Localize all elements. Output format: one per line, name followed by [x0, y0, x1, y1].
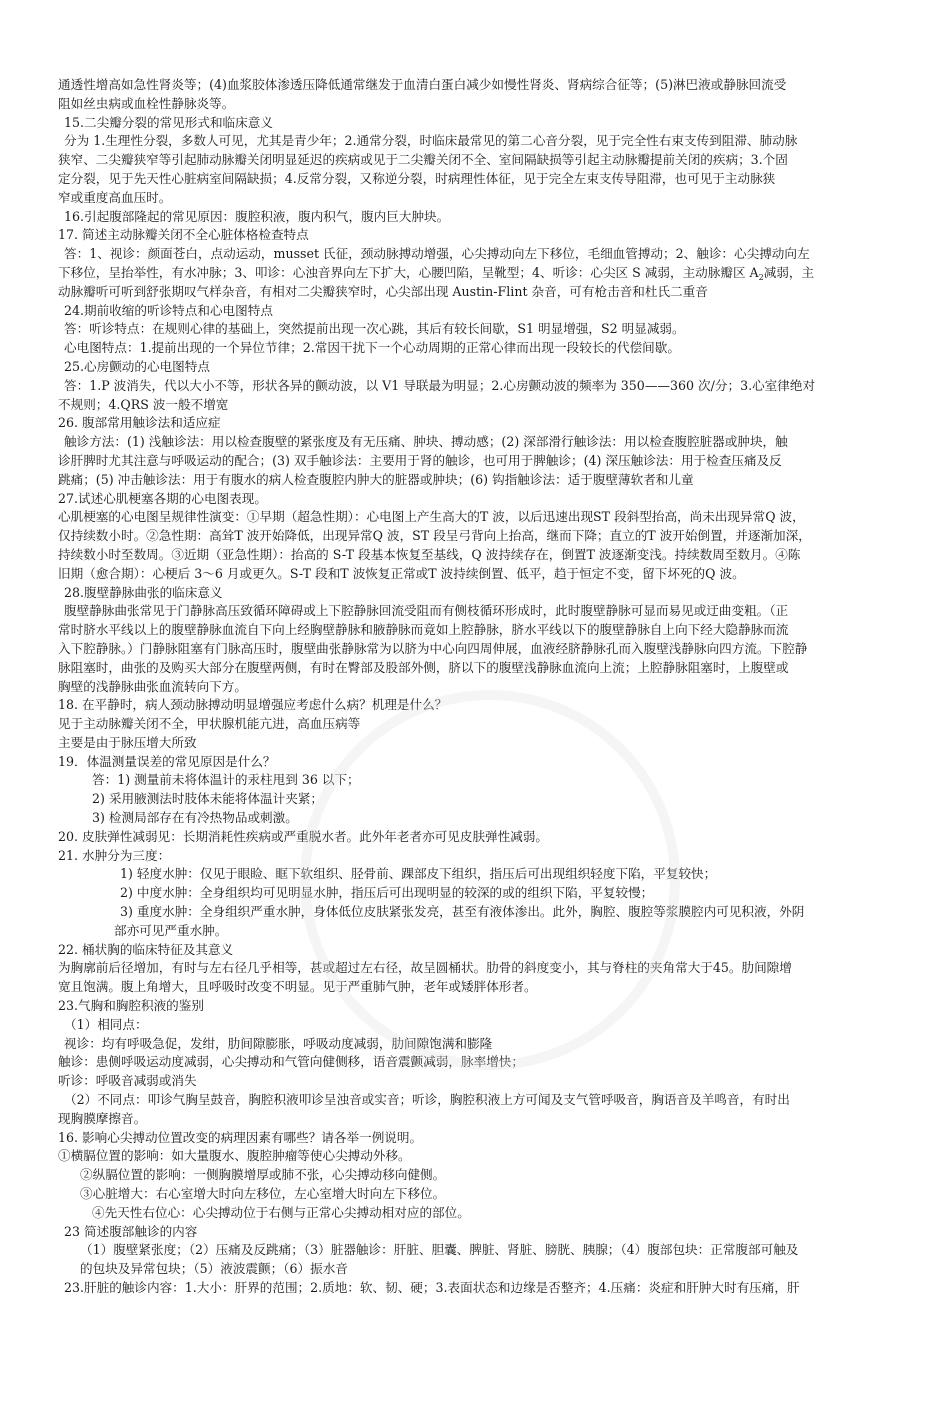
- subscript: 2: [758, 272, 764, 282]
- text-line: [58, 696, 898, 715]
- text-line: [58, 1072, 898, 1091]
- text-line-content: 心电图特点：1.提前出现的一个异位节律；2.常因干扰下一个心动周期的正常心律而出现一段较长的代偿间歇。: [64, 340, 680, 356]
- text-line: [58, 865, 898, 884]
- text-line: [58, 76, 898, 95]
- text-line-content: 听诊：呼吸音减弱或消失: [58, 1073, 197, 1089]
- text-line-content: 2) 采用腋测法时肢体未能将体温计夹紧；: [92, 791, 324, 807]
- text-line: [58, 339, 898, 358]
- text-line: [58, 734, 898, 753]
- text-line-content: （1）相同点：: [64, 1016, 148, 1032]
- text-line-content: 23.气胸和胸腔积液的鉴别: [58, 998, 204, 1014]
- text-line: [58, 847, 898, 866]
- text-line-content: 答：1、视诊：颜面苍白，点动运动，musset 氏征，颈动脉搏动增强，心尖搏动向左下移位，毛细血管搏动；2、触诊：心尖搏动向左: [64, 246, 810, 262]
- text-line: [58, 1035, 898, 1054]
- text-line: [58, 114, 898, 133]
- text-line-content: 3) 检测局部存在有冷热物品或刺激。: [92, 810, 298, 826]
- text-line: [58, 546, 898, 565]
- text-line-content: 常时脐水平线以上的腹壁静脉血流自下向上经胸壁静脉和腋静脉而竟如上腔静脉，脐水平线以下的腹壁静脉自上向下经大隐静脉而流: [58, 622, 789, 638]
- text-line-content: 3) 重度水肿：全身组织严重水肿，身体低位皮肤紧张发亮，甚至有液体渗出。此外，胸腔、腹腔等浆膜腔内可见积液，外阴: [120, 904, 805, 920]
- text-line-content: ④先天性右位心：心尖搏动位于右侧与正常心尖搏动相对应的部位。: [92, 1204, 470, 1220]
- text-line-content: 腹壁静脉曲张常见于门静脉高压致循环障碍或上下腔静脉回流受阻而有侧枝循环形成时，此时腹壁静脉可显而易见或迂曲变粗。（正: [64, 603, 789, 619]
- text-line: [58, 1110, 898, 1129]
- text-line: [58, 527, 898, 546]
- text-line-content: 胸壁的浅静脉曲张血流转向下方。: [58, 678, 247, 694]
- text-line-content: （1）腹壁紧张度；（2）压痛及反跳痛；（3）脏器触诊：肝脏、胆囊、脾脏、肾脏、膀胱、胰腺；（4）腹部包块：正常腹部可触及: [80, 1242, 799, 1258]
- text-line: [58, 1166, 898, 1185]
- text-line: [58, 640, 898, 659]
- text-line: [58, 208, 898, 227]
- text-line: [58, 433, 898, 452]
- text-line-content: 视诊：均有呼吸急促，发绀，肋间隙膨胀，呼吸动度减弱，肋间隙饱满和膨隆: [64, 1035, 493, 1051]
- text-line: [58, 903, 898, 922]
- text-line: [58, 790, 898, 809]
- text-line: [58, 396, 898, 415]
- text-line-content: 部亦可见严重水肿。: [114, 922, 228, 938]
- text-line-content: 狭窄、二尖瓣狭窄等引起肺动脉瓣关闭明显延迟的疾病或见于二尖瓣关闭不全、室间隔缺损等引起主动脉瓣提前关闭的疾病；3.个固: [58, 152, 788, 168]
- text-line-content: 主要是由于脉压增大所致: [58, 734, 197, 750]
- text-line-content: 答：1.P 波消失，代以大小不等，形状各异的颤动波，以 V1 导联最为明显；2.心房颤动波的频率为 350——360 次/分；3.心室律绝对: [64, 377, 816, 393]
- text-line: [58, 621, 898, 640]
- text-line: [58, 1129, 898, 1148]
- text-line: [58, 95, 898, 114]
- text-line-content: 答：听诊特点：在规则心律的基础上，突然提前出现一次心跳，其后有较长间歇，S1 明显增强，S2 明显减弱。: [64, 321, 685, 337]
- text-line-content: 窄或重度高血压时。: [58, 189, 172, 205]
- text-line-content: 18. 在平静时，病人颈动脉搏动明显增强应考虑什么病？机理是什么？: [58, 697, 448, 713]
- document-body: [58, 76, 898, 1298]
- text-line: [58, 1223, 898, 1242]
- text-line-content: 为胸廓前后径增加，有时与左右径几乎相等，甚或超过左右径，故呈圆桶状。肋骨的斜度变小，其与脊柱的夹角常大于45。肋间隙增: [58, 960, 792, 976]
- text-line-content: 分为 1.生理性分裂，多数人可见，尤其是青少年；2.通常分裂，时临床最常见的第二心音分裂，见于完全性右束支传到阻滞、肺动脉: [64, 133, 798, 149]
- text-line-content: 旧期（愈合期）：心梗后 3～6 月或更久。S-T 段和T 波恢复正常或T 波持续倒置、低平，趋于恒定不变，留下坏死的Q 波。: [58, 565, 745, 581]
- text-line: [58, 678, 898, 697]
- text-line: [58, 1241, 898, 1260]
- text-line: [58, 602, 898, 621]
- text-line-content: 26. 腹部常用触诊法和适应症: [58, 415, 221, 431]
- text-line: [58, 828, 898, 847]
- text-line-content: 19．体温测量误差的常见原因是什么？: [58, 753, 276, 769]
- text-line: [58, 302, 898, 321]
- text-line-content: 触诊方法：(1) 浅触诊法：用以检查腹壁的紧张度及有无压痛、肿块、搏动感；(2) 深部滑行触诊法：用以检查腹腔脏器或肿块，触: [64, 434, 788, 450]
- text-line: [58, 753, 898, 772]
- text-line: [58, 132, 898, 151]
- text-line-content: 23.肝脏的触诊内容：1.大小：肝界的范围；2.质地：软、韧、硬；3.表面状态和边缘是否整齐；4.压痛：炎症和肝肿大时有压痛，肝: [64, 1280, 800, 1295]
- text-line: [58, 471, 898, 490]
- text-line-content: 15.二尖瓣分裂的常见形式和临床意义: [64, 114, 273, 130]
- text-line: [58, 1053, 898, 1072]
- text-line-content: 28.腹壁静脉曲张的临床意义: [64, 584, 223, 600]
- text-line: [58, 997, 898, 1016]
- text-line-content: 22. 桶状胸的临床特征及其意义: [58, 941, 234, 957]
- text-line: [58, 659, 898, 678]
- text-line-content: 答：1) 测量前未将体温计的汞柱甩到 36 以下；: [92, 772, 360, 788]
- text-line-content: 的包块及异常包块；（5）液波震颤；（6）振水音: [80, 1261, 348, 1277]
- text-line-content: 下移位，呈抬举性，有水冲脉；3、叩诊：心浊音界向左下扩大，心腰凹陷，呈靴型；4、听诊：心尖区 S 减弱，主动脉瓣区 A: [58, 264, 759, 280]
- text-line: [58, 1260, 898, 1279]
- text-line: [58, 884, 898, 903]
- text-line: [58, 170, 898, 189]
- text-line: [58, 452, 898, 471]
- text-line-content: ③心脏增大：右心室增大时向左移位，左心室增大时向左下移位。: [80, 1186, 446, 1202]
- text-line-content: 不规则；4.QRS 波一般不增宽: [58, 396, 229, 412]
- text-line-content: 脉阻塞时，曲张的及购买大部分在腹壁两侧，有时在臀部及股部外侧，脐以下的腹壁浅静脉血流向上流；上腔静脉阻塞时，上腹壁或: [58, 659, 789, 675]
- text-line: [58, 283, 898, 302]
- text-line: [58, 414, 898, 433]
- text-line-content: 动脉瓣听可听到舒张期叹气样杂音，有相对二尖瓣狭窄时，心尖部出现 Austin-Flint 杂音，可有枪击音和杜氏二重音: [58, 283, 708, 299]
- text-line: [58, 1016, 898, 1035]
- text-line: [58, 978, 898, 997]
- text-line-content: 持续数小时至数周。③近期（亚急性期）：抬高的 S-T 段基本恢复至基线，Q 波持续存在，倒置T 波逐渐变浅。持续数周至数月。④陈: [58, 546, 801, 562]
- text-line-content: ②纵膈位置的影响：一侧胸膜增厚或肺不张，心尖搏动移向健侧。: [80, 1167, 446, 1183]
- text-line: [58, 1147, 898, 1166]
- text-line-content: 宽且饱满。腹上角增大，且呼吸时改变不明显。见于严重肺气肿，老年或矮胖体形者。: [58, 979, 537, 995]
- text-line: [58, 959, 898, 978]
- text-line-content: （2）不同点：叩诊气胸呈鼓音，胸腔积液叩诊呈浊音或实音；听诊，胸腔积液上方可闻及支气管呼吸音，胸语音及羊鸣音，有时出: [64, 1092, 790, 1108]
- text-line-content: 仅持续数小时。②急性期：高耸T 波开始降低，出现异常Q 波，ST 段呈弓背向上抬高，继而下降；直立的T 波开始倒置，并逐渐加深，: [58, 528, 811, 544]
- text-line: [58, 320, 898, 339]
- text-line-content: 27.试述心肌梗塞各期的心电图表现。: [58, 490, 267, 506]
- text-line-tail: 减弱，主: [763, 264, 815, 280]
- text-line-content: 触诊：患侧呼吸运动度减弱，心尖搏动和气管向健侧移，语音震颤减弱，脉率增快；: [58, 1054, 524, 1070]
- text-line-content: 20. 皮肤弹性减弱见：长期消耗性疾病或严重脱水者。此外年老者亦可见皮肤弹性减弱。: [58, 828, 549, 844]
- text-line: [58, 226, 898, 245]
- text-line-content: 跳痛；(5) 冲击触诊法：用于有腹水的病人检查腹腔内肿大的脏器或肿块；(6) 钩指触诊法：适于腹壁薄软者和儿童: [58, 471, 694, 487]
- text-line: [58, 565, 898, 584]
- text-line-content: 1) 轻度水肿：仅见于眼睑、眶下软组织、胫骨前、踝部皮下组织，指压后可出现组织轻度下陷，平复较快；: [120, 866, 717, 882]
- text-line-content: 2) 中度水肿：全身组织均可见明显水肿，指压后可出现明显的较深的或的组织下陷，平复较慢；: [120, 885, 654, 901]
- text-line-content: 16. 影响心尖搏动位置改变的病理因素有哪些？请各举一例说明。: [58, 1129, 423, 1145]
- text-line: [58, 508, 898, 527]
- text-line-content: 通透性增高如急性肾炎等；(4)血浆胶体渗透压降低通常继发于血清白蛋白减少如慢性肾炎、肾病综合征等；(5)淋巴液或静脉回流受: [58, 77, 787, 92]
- text-line-content: 23 简述腹部触诊的内容: [64, 1223, 198, 1239]
- text-line: [58, 490, 898, 509]
- text-line-content: 定分裂，见于先天性心脏病室间隔缺损；4.反常分裂，又称逆分裂，时病理性体征，见于完全左束支传导阻滞，也可见于主动脉狭: [58, 170, 776, 186]
- text-line: [58, 1204, 898, 1223]
- text-line: [58, 941, 898, 960]
- text-line-content: 现胸膜摩擦音。: [58, 1110, 147, 1126]
- text-line: [58, 1185, 898, 1204]
- text-line-content: 25.心房颤动的心电图特点: [64, 358, 210, 374]
- text-line: [58, 809, 898, 828]
- text-line: [58, 151, 898, 170]
- text-line: [58, 922, 898, 941]
- text-line-content: ①横膈位置的影响：如大量腹水、腹腔肿瘤等使心尖搏动外移。: [58, 1148, 411, 1164]
- text-line: [58, 1091, 898, 1110]
- text-line-content: 16.引起腹部隆起的常见原因：腹腔积液，腹内积气，腹内巨大肿块。: [64, 208, 450, 224]
- text-line: [58, 715, 898, 734]
- text-line: [58, 358, 898, 377]
- text-line: [58, 264, 898, 283]
- text-line-content: 入下腔静脉。）门静脉阻塞有门脉高压时，腹壁曲张静脉常为以脐为中心向四周伸展，血液经脐静脉孔而入腹壁浅静脉向四方流。下腔静: [58, 640, 808, 656]
- text-line-content: 24.期前收缩的听诊特点和心电图特点: [64, 302, 273, 318]
- text-line-content: 诊肝脾时尤其注意与呼吸运动的配合；(3) 双手触诊法：主要用于肾的触诊，也可用于脾触诊；(4) 深压触诊法：用于检查压痛及反: [58, 452, 782, 468]
- text-line-content: 阻如丝虫病或血栓性静脉炎等。: [58, 95, 235, 111]
- text-line-content: 21. 水肿分为三度：: [58, 847, 171, 863]
- text-line-content: 心肌梗塞的心电图呈规律性演变：①早期（超急性期）：心电图上产生高大的T 波，以后迅速出现ST 段斜型抬高，尚未出现异常Q 波，: [58, 509, 805, 525]
- text-line: [58, 1279, 898, 1298]
- text-line-content: 见于主动脉瓣关闭不全，甲状腺机能亢进，高血压病等: [58, 716, 361, 732]
- text-line: [58, 189, 898, 208]
- text-line: [58, 584, 898, 603]
- text-line: [58, 377, 898, 396]
- text-line: [58, 245, 898, 264]
- text-line: [58, 771, 898, 790]
- text-line-content: 17. 简述主动脉瓣关闭不全心脏体格检查特点: [58, 227, 309, 243]
